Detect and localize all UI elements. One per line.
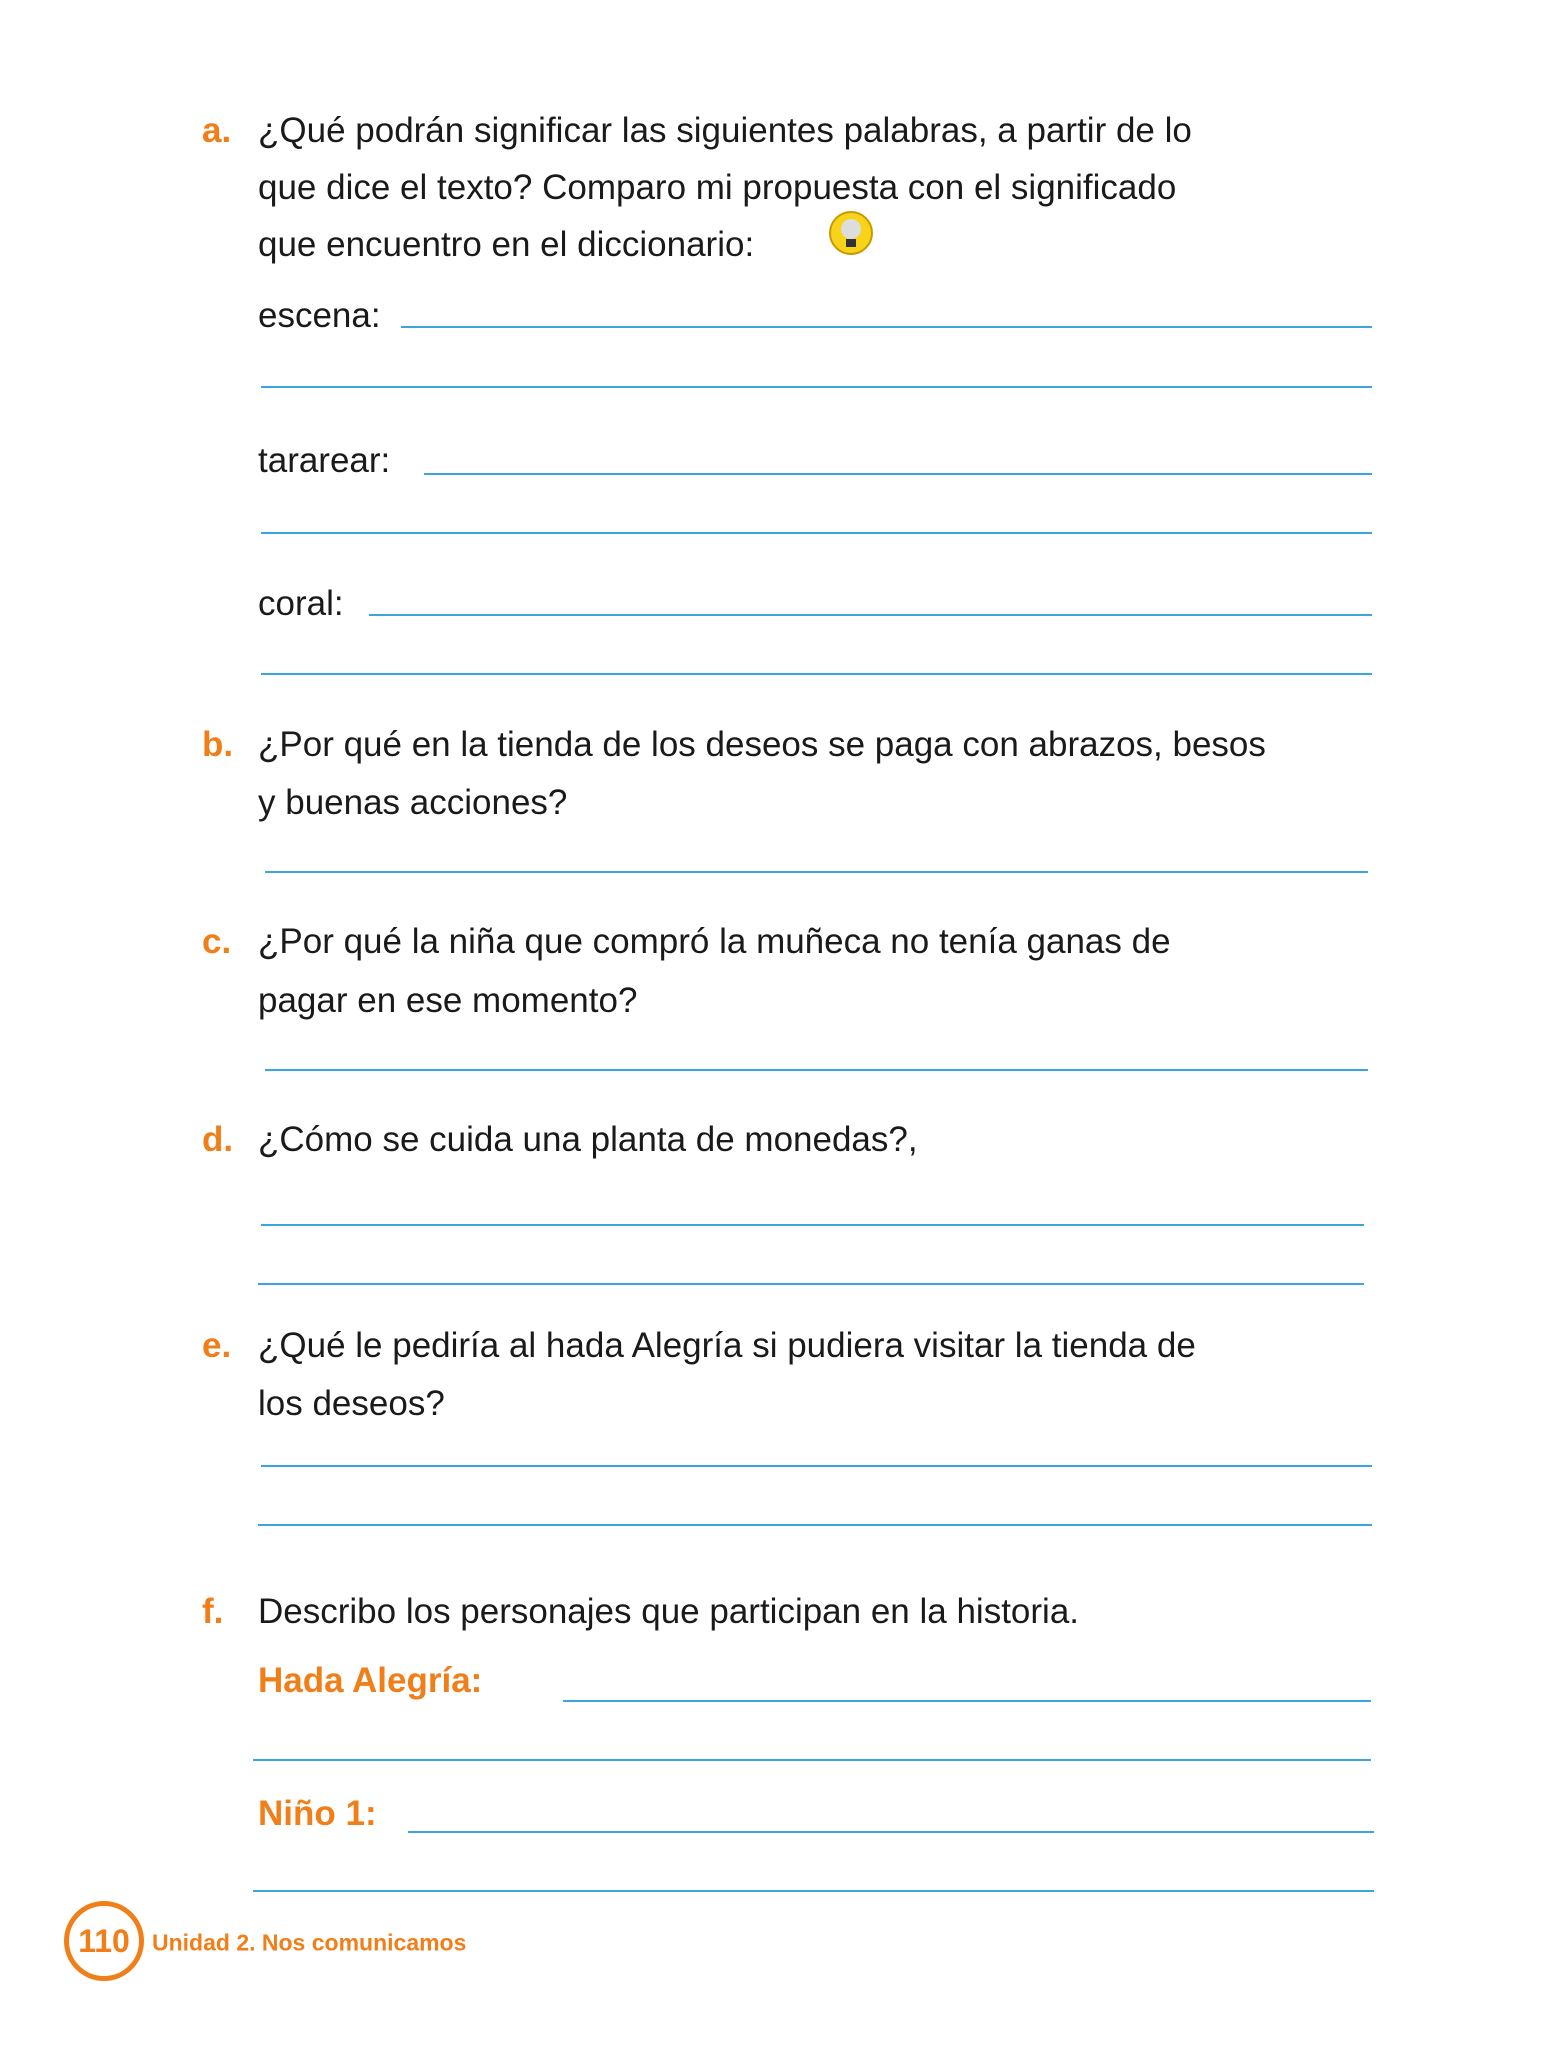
question-b-text: ¿Por qué en la tienda de los deseos se paga con abrazos, besos [258,725,1266,764]
answer-line[interactable] [253,1759,1371,1761]
question-d-text: ¿Cómo se cuida una planta de monedas?, [258,1120,918,1159]
word-tararear: tararear: [258,441,391,480]
question-d-label: d. [202,1120,234,1159]
page-number-badge [64,1901,144,1981]
word-coral: coral: [258,584,344,623]
answer-line[interactable] [401,326,1372,328]
question-f-text: Describo los personajes que participan en la historia. [258,1592,1080,1631]
answer-line[interactable] [261,386,1372,388]
answer-line[interactable] [369,614,1372,616]
question-c-text: ¿Por qué la niña que compró la muñeca no tenía ganas de [258,922,1171,961]
character-hada-alegria: Hada Alegría: [258,1661,483,1700]
question-a-label: a. [202,111,232,150]
question-e-text: ¿Qué le pediría al hada Alegría si pudiera visitar la tienda de [258,1326,1196,1365]
answer-line[interactable] [265,871,1368,873]
lightbulb-icon [828,210,874,256]
question-a-text: ¿Qué podrán significar las siguientes palabras, a partir de lo [258,111,1192,150]
answer-line[interactable] [265,1069,1368,1071]
answer-line[interactable] [408,1831,1374,1833]
question-f-label: f. [202,1592,224,1631]
character-nino-1: Niño 1: [258,1794,377,1833]
question-b-text: y buenas acciones? [258,783,568,822]
answer-line[interactable] [258,1283,1364,1285]
answer-line[interactable] [261,673,1372,675]
answer-line[interactable] [424,473,1372,475]
question-c-label: c. [202,922,232,961]
question-e-label: e. [202,1326,232,1365]
answer-line[interactable] [261,532,1372,534]
question-a-text: que dice el texto? Comparo mi propuesta con el significado [258,168,1177,207]
answer-line[interactable] [253,1890,1374,1892]
answer-line[interactable] [261,1465,1372,1467]
question-a-text: que encuentro en el diccionario: [258,225,755,264]
page-number: 110 [78,1922,130,1959]
question-c-text: pagar en ese momento? [258,981,638,1020]
answer-line[interactable] [261,1224,1364,1226]
unit-title: Unidad 2. Nos comunicamos [152,1929,467,1956]
question-b-label: b. [202,725,234,764]
word-escena: escena: [258,296,381,335]
answer-line[interactable] [563,1700,1371,1702]
question-e-text: los deseos? [258,1384,445,1423]
answer-line[interactable] [258,1524,1372,1526]
